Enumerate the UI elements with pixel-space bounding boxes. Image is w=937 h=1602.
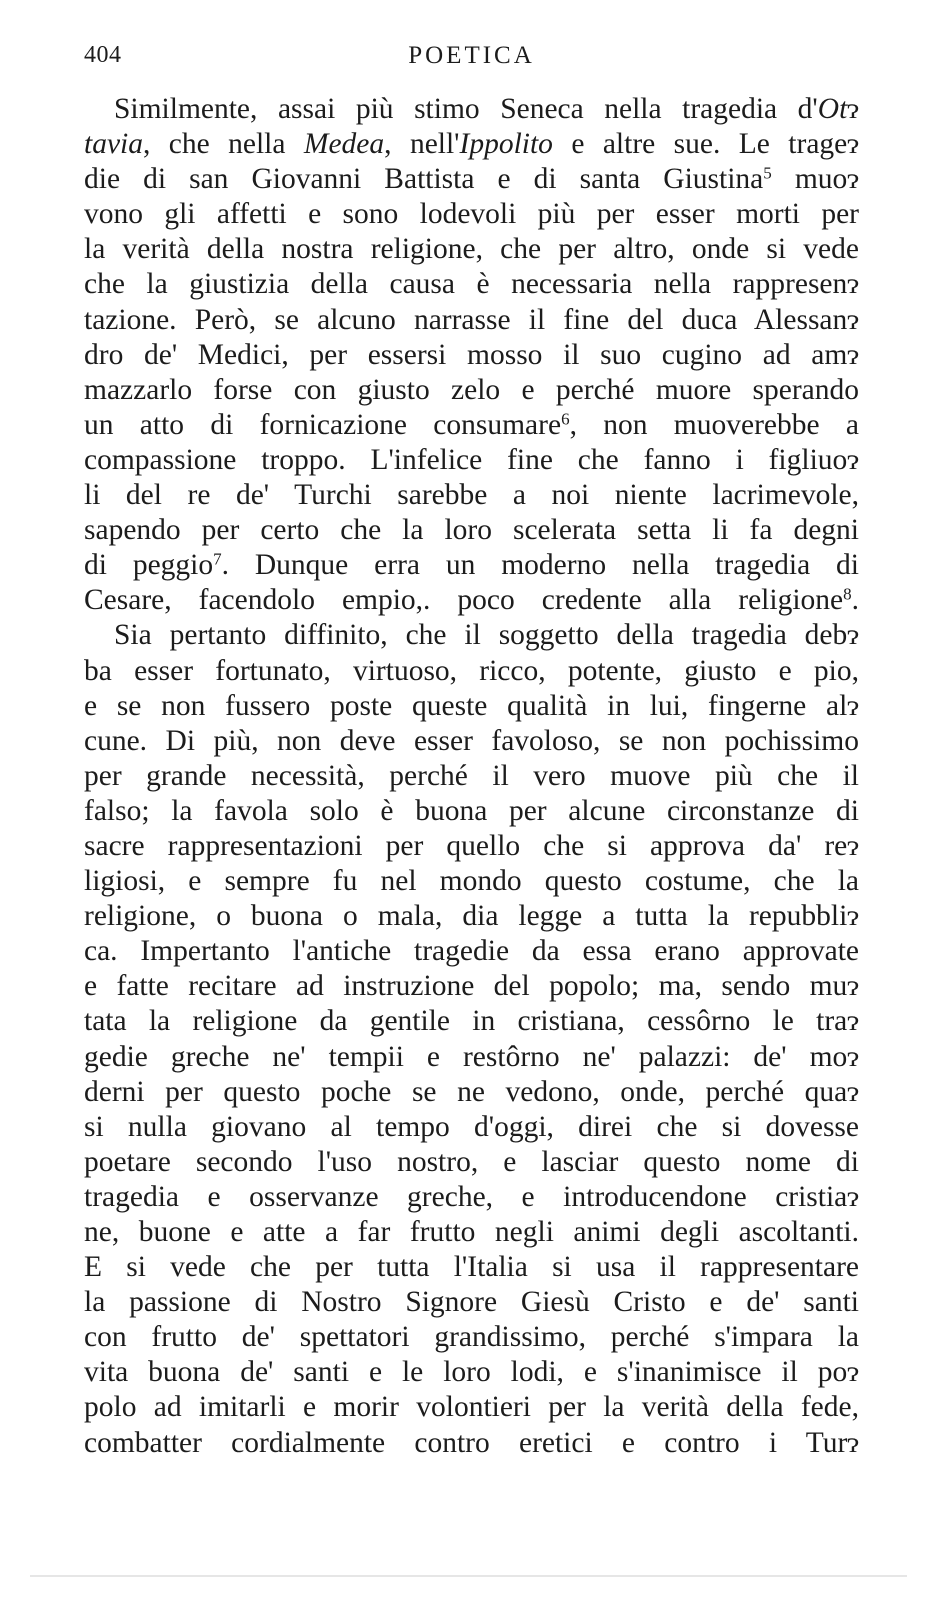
text-line: compassione troppo. L'infelice fine che fanno i figliuoɂ [84,443,859,476]
text-line: die di san Giovanni Battista e di santa Giustina$^5$ muoɂ [84,163,859,196]
text-line: la verità della nostra religione, che per altro, onde si vede [84,233,859,266]
text-line: religione, o buona o mala, dia legge a tutta la repubbliɂ [84,900,859,933]
text-line: e fatte recitare ad instruzione del popolo; ma, sendo muɂ [84,970,859,1003]
text-line: vono gli affetti e sono lodevoli più per esser morti per [84,198,859,231]
text-line: un atto di fornicazione consumare$^6$, non muoverebbe a [84,408,859,441]
text-line: gedie greche ne' tempii e restôrno ne' palazzi: de' moɂ [84,1040,859,1073]
text-line: Sia pertanto diffinito, che il soggetto della tragedia debɂ [114,619,859,652]
text-line: la passione di Nostro Signore Giesù Cristo e de' santi [84,1286,859,1319]
scan-edge [30,1575,907,1577]
running-title: POETICA [408,42,535,69]
footnote-ref: 5 [763,163,772,183]
text-line: derni per questo poche se ne vedono, onde, perché quaɂ [84,1075,859,1108]
text-line: vita buona de' santi e le loro lodi, e s'inanimisce il poɂ [84,1356,859,1389]
text-line: tata la religione da gentile in cristiana, cessôrno le traɂ [84,1005,859,1038]
footnote-ref: 7 [213,549,222,569]
body-text [84,92,859,1461]
text-line: ba esser fortunato, virtuoso, ricco, potente, giusto e pio, [84,654,859,687]
text-line: ne, buone e atte a far frutto negli animi degli ascoltanti. [84,1216,859,1248]
text-line: tragedia e osservanze greche, e introducendone cristiaɂ [84,1180,859,1213]
page-header [84,42,859,82]
text-line: mazzarlo forse con giusto zelo e perché muore sperando [84,373,859,406]
text-line: tazione. Però, se alcuno narrasse il fine del duca Alessanɂ [84,303,859,336]
text-line: che la giustizia della causa è necessaria nella rappresenɂ [84,268,859,301]
text-line: ligiosi, e sempre fu nel mondo questo costume, che la [84,865,859,898]
text-line: cune. Di più, non deve esser favoloso, se non pochissimo [84,724,859,757]
text-line: per grande necessità, perché il vero muove più che il [84,759,859,792]
text-line: E si vede che per tutta l'Italia si usa il rappresentare [84,1251,859,1284]
text-line: li del re de' Turchi sarebbe a noi niente lacrimevole, [84,479,859,512]
footnote-ref: 8 [843,584,852,604]
text-line: sapendo per certo che la loro scelerata setta li fa degni [84,514,859,547]
text-line: Similmente, assai più stimo Seneca nella tragedia d'Otɂ [114,93,859,125]
text-line: si nulla giovano al tempo d'oggi, direi che si dovesse [84,1110,859,1143]
text-line: ca. Impertanto l'antiche tragedie da essa erano approvate [84,935,859,968]
text-line: combatter cordialmente contro eretici e contro i Turɂ [84,1426,859,1459]
text-line: tavia, che nella Medea, nell'Ippolito e altre sue. Le trageɂ [84,128,859,161]
footnote-ref: 6 [561,409,570,429]
text-line: falso; la favola solo è buona per alcune circonstanze di [84,794,859,827]
text-line: e se non fussero poste queste qualità in lui, fingerne alɂ [84,689,859,722]
text-line: sacre rappresentazioni per quello che si approva da' reɂ [84,829,859,862]
text-line: di peggio$^7$. Dunque erra un moderno nella tragedia di [84,549,859,582]
text-line: Cesare, facendolo empio,. poco credente alla religione$^8$. [84,584,859,617]
text-line: dro de' Medici, per essersi mosso il suo cugino ad amɂ [84,338,859,371]
text-line: poetare secondo l'uso nostro, e lasciar questo nome di [84,1145,859,1178]
page-number: 404 [84,42,122,68]
text-line: con frutto de' spettatori grandissimo, perché s'impara la [84,1321,859,1354]
text-line: polo ad imitarli e morir volontieri per la verità della fede, [84,1391,859,1424]
